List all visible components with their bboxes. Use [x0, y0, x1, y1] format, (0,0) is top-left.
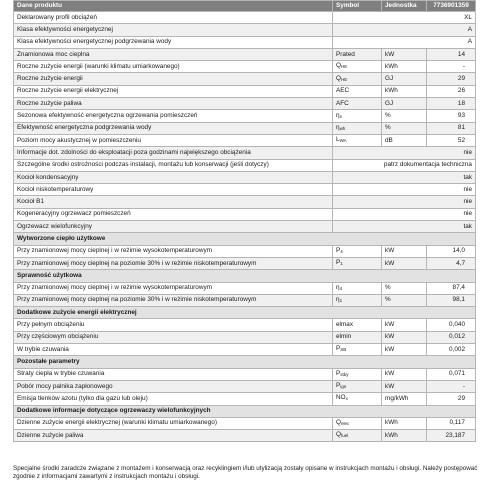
- row-value: 0,071: [427, 368, 476, 380]
- header-symbol: Symbol: [333, 1, 382, 12]
- table-row: [14, 85, 476, 97]
- row-unit: kWh: [382, 85, 427, 97]
- row-unit: %: [382, 122, 427, 134]
- row-symbol: [333, 417, 382, 429]
- row-label: Kocioł kondensacyjny: [14, 171, 333, 183]
- row-label: Poziom mocy akustycznej w pomieszczeniu: [14, 134, 333, 146]
- row-value: 23,187: [427, 430, 476, 442]
- symbol-subscript: s: [339, 113, 342, 119]
- table-row: [14, 319, 476, 331]
- row-value: 0,002: [427, 344, 476, 356]
- table-row: [14, 430, 476, 442]
- row-symbol: [333, 85, 382, 97]
- symbol-text: Q: [336, 62, 341, 70]
- table-row: [14, 48, 476, 60]
- row-value: -: [427, 61, 476, 73]
- row-unit: GJ: [382, 73, 427, 85]
- header-unit: Jednostka: [382, 1, 427, 12]
- row-value: 0,040: [427, 319, 476, 331]
- table-row: [14, 221, 476, 233]
- symbol-text: Q: [336, 431, 341, 439]
- table-header-row: [14, 1, 476, 12]
- symbol-text: AEC: [336, 87, 350, 95]
- symbol-subscript: 1: [339, 297, 343, 303]
- row-symbol: [333, 257, 382, 269]
- table-row: [14, 257, 476, 269]
- row-unit: dB: [382, 134, 427, 146]
- symbol-subscript: stby: [340, 371, 349, 377]
- header-model-number: 7736901359: [427, 1, 476, 12]
- table-row: [14, 331, 476, 343]
- row-label: Deklarowany profil obciążeń: [14, 12, 333, 24]
- row-value: 52: [427, 134, 476, 146]
- symbol-text: η: [336, 123, 340, 131]
- table-row: [14, 208, 476, 220]
- table-row: [14, 98, 476, 110]
- row-value: nie: [333, 196, 476, 208]
- row-label: Ogrzewacz wielofunkcyjny: [14, 221, 333, 233]
- row-label: Informacje dot. zdolności do eksploatacji poza godzinami największego obciążenia: [14, 147, 333, 159]
- row-value: 0,117: [427, 417, 476, 429]
- row-value: 14: [427, 48, 476, 60]
- symbol-text: AFC: [336, 99, 349, 107]
- row-unit: %: [382, 294, 427, 306]
- row-label: Efektywność energetyczna podgrzewania wody: [14, 122, 333, 134]
- section-header-row: [14, 233, 476, 245]
- symbol-subscript: 1: [340, 261, 343, 267]
- row-symbol: [333, 134, 382, 146]
- symbol-subscript: SB: [340, 347, 347, 353]
- row-symbol: [333, 393, 382, 405]
- section-header-row: [14, 270, 476, 282]
- symbol-text: η: [336, 111, 340, 119]
- row-value: nie: [333, 184, 476, 196]
- symbol-subscript: x: [345, 396, 348, 402]
- row-value: 14,0: [427, 245, 476, 257]
- symbol-text: L: [336, 136, 340, 144]
- row-label: Kogeneracyjny ogrzewacz pomieszczeń: [14, 208, 333, 220]
- table-row: [14, 12, 476, 24]
- table-row: [14, 368, 476, 380]
- table-row: [14, 282, 476, 294]
- row-symbol: [333, 110, 382, 122]
- table-row: [14, 36, 476, 48]
- row-value: 26: [427, 85, 476, 97]
- symbol-text: P: [336, 382, 341, 390]
- row-label: Klasa efektywności energetycznej: [14, 24, 333, 36]
- table-row: [14, 171, 476, 183]
- row-unit: kW: [382, 331, 427, 343]
- row-label: Szczególne środki ostrożności podczas instalacji, montażu lub konserwacji (jeśli dotyczy): [14, 159, 333, 171]
- row-value: 18: [427, 98, 476, 110]
- row-value: 87,4: [427, 282, 476, 294]
- table-row: [14, 122, 476, 134]
- symbol-subscript: 4: [339, 285, 343, 291]
- row-value: XL: [333, 12, 476, 24]
- row-value: A: [333, 36, 476, 48]
- symbol-text: Q: [336, 74, 341, 82]
- symbol-text: P: [336, 369, 341, 377]
- section-title: Sprawność użytkowa: [14, 270, 476, 282]
- row-label: Roczne zużycie energii: [14, 73, 333, 85]
- row-value: nie: [333, 208, 476, 220]
- row-unit: kW: [382, 319, 427, 331]
- row-value: patrz dokumentacja techniczna: [333, 159, 476, 171]
- row-label: Emisja tlenków azotu (tylko dla gazu lub oleju): [14, 393, 333, 405]
- table-row: [14, 110, 476, 122]
- symbol-text: P: [336, 259, 341, 267]
- row-value: A: [333, 24, 476, 36]
- symbol-subscript: 4: [340, 248, 343, 254]
- table-row: [14, 196, 476, 208]
- table-body: [14, 12, 476, 442]
- row-symbol: [333, 344, 382, 356]
- row-symbol: [333, 48, 382, 60]
- row-symbol: [333, 331, 382, 343]
- row-value: tak: [333, 221, 476, 233]
- row-unit: mg/kWh: [382, 393, 427, 405]
- row-unit: %: [382, 110, 427, 122]
- symbol-text: P: [336, 246, 341, 254]
- row-symbol: [333, 319, 382, 331]
- symbol-text: η: [336, 295, 340, 303]
- section-header-row: [14, 405, 476, 417]
- symbol-subscript: ign: [340, 384, 347, 390]
- row-label: Dzienne zużycie energii elektrycznej (warunki klimatu umiarkowanego): [14, 417, 333, 429]
- row-unit: kW: [382, 257, 427, 269]
- symbol-subscript: HE: [340, 76, 348, 82]
- row-value: 29: [427, 73, 476, 85]
- row-label: Roczne zużycie energii (warunki klimatu umiarkowanego): [14, 61, 333, 73]
- product-data-table: [13, 0, 476, 442]
- section-title: Dodatkowe zużycie energii elektrycznej: [14, 307, 476, 319]
- symbol-text: elmin: [336, 333, 352, 341]
- row-label: Przy pełnym obciążeniu: [14, 319, 333, 331]
- row-symbol: [333, 61, 382, 73]
- symbol-subscript: elec: [340, 420, 350, 426]
- row-value: 98,1: [427, 294, 476, 306]
- row-value: nie: [333, 147, 476, 159]
- row-symbol: [333, 122, 382, 134]
- section-title: Wytworzone ciepło użytkowe: [14, 233, 476, 245]
- table-row: [14, 73, 476, 85]
- row-symbol: [333, 380, 382, 392]
- row-label: W trybie czuwania: [14, 344, 333, 356]
- row-value: 0,012: [427, 331, 476, 343]
- row-symbol: [333, 294, 382, 306]
- symbol-text: η: [336, 283, 340, 291]
- table-row: [14, 393, 476, 405]
- row-unit: kW: [382, 245, 427, 257]
- table-row: [14, 61, 476, 73]
- table-row: [14, 134, 476, 146]
- row-symbol: [333, 430, 382, 442]
- row-symbol: [333, 368, 382, 380]
- table-row: [14, 159, 476, 171]
- symbol-subscript: fuel: [340, 433, 349, 439]
- symbol-subscript: HE: [340, 64, 348, 70]
- table-row: [14, 184, 476, 196]
- table-row: [14, 380, 476, 392]
- table-row: [14, 344, 476, 356]
- symbol-text: Q: [336, 418, 341, 426]
- row-label: Klasa efektywności energetycznej podgrzewania wody: [14, 36, 333, 48]
- section-title: Dodatkowe informacje dotyczące ogrzewaczy wielofunkcyjnych: [14, 405, 476, 417]
- row-label: Pobór mocy palnika zapłonowego: [14, 380, 333, 392]
- table-row: [14, 147, 476, 159]
- row-value: 93: [427, 110, 476, 122]
- header-product-data: Dane produktu: [14, 1, 333, 12]
- row-unit: kWh: [382, 430, 427, 442]
- section-header-row: [14, 307, 476, 319]
- row-label: Kocioł B1: [14, 196, 333, 208]
- table-row: [14, 417, 476, 429]
- symbol-text: Prated: [336, 50, 355, 58]
- row-label: Przy znamionowej mocy cieplnej i w reżimie wysokotemperaturowym: [14, 282, 333, 294]
- row-value: 29: [427, 393, 476, 405]
- row-unit: %: [382, 282, 427, 294]
- row-label: Przy znamionowej mocy cieplnej i w reżimie wysokotemperaturowym: [14, 245, 333, 257]
- symbol-subscript: WA: [339, 138, 347, 144]
- row-value: 81: [427, 122, 476, 134]
- section-header-row: [14, 356, 476, 368]
- row-label: Kocioł niskotemperaturowy: [14, 184, 333, 196]
- row-label: Roczne zużycie paliwa: [14, 98, 333, 110]
- section-title: Pozostałe parametry: [14, 356, 476, 368]
- row-label: Sezonowa efektywność energetyczna ogrzewania pomieszczeń: [14, 110, 333, 122]
- row-label: Dzienne zużycie paliwa: [14, 430, 333, 442]
- row-unit: kW: [382, 344, 427, 356]
- row-symbol: [333, 73, 382, 85]
- row-symbol: [333, 245, 382, 257]
- symbol-text: NO: [336, 394, 346, 402]
- table-row: [14, 245, 476, 257]
- symbol-subscript: wh: [339, 125, 346, 131]
- row-label: Znamionowa moc cieplna: [14, 48, 333, 60]
- table-row: [14, 24, 476, 36]
- row-symbol: [333, 282, 382, 294]
- row-unit: kW: [382, 368, 427, 380]
- symbol-text: P: [336, 345, 341, 353]
- row-unit: GJ: [382, 98, 427, 110]
- row-value: tak: [333, 171, 476, 183]
- row-value: -: [427, 380, 476, 392]
- row-label: Przy znamionowej mocy cieplnej na poziomie 30% i w reżimie niskotemperaturowym: [14, 257, 333, 269]
- footnote: Specjalne środki zaradcze związane z montażem i konserwacją oraz recyklingiem i/lub utylizacją zostały opisane w instrukcjach montażu i obsługi. Należy postępować zgodnie z informacjami zawartymi z instrukcjach montażu i obsługi.: [13, 465, 478, 481]
- row-label: Przy znamionowej mocy cieplnej na poziomie 30% i w reżimie niskotemperaturowym: [14, 294, 333, 306]
- row-label: Przy częściowym obciążeniu: [14, 331, 333, 343]
- row-label: Roczne zużycie energii elektrycznej: [14, 85, 333, 97]
- row-unit: kWh: [382, 61, 427, 73]
- row-unit: kWh: [382, 417, 427, 429]
- symbol-text: elmax: [336, 321, 354, 329]
- row-label: Straty ciepła w trybie czuwania: [14, 368, 333, 380]
- row-symbol: [333, 98, 382, 110]
- row-unit: kW: [382, 48, 427, 60]
- row-unit: kW: [382, 380, 427, 392]
- row-value: 4,7: [427, 257, 476, 269]
- table-row: [14, 294, 476, 306]
